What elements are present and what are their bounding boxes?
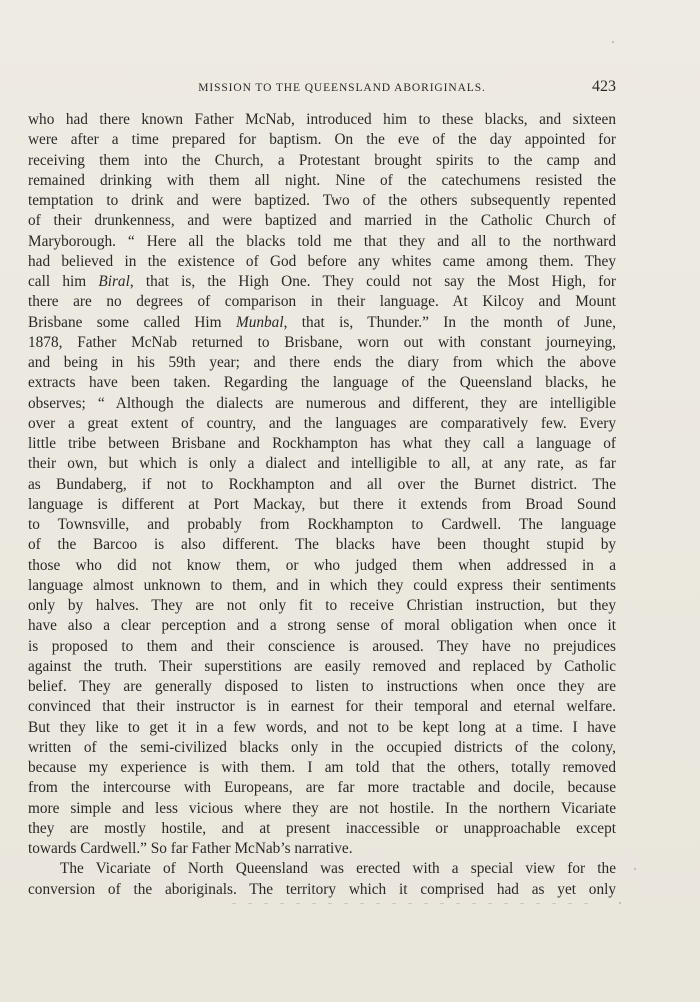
italic-term: Munbal [235,313,284,331]
text-line: from the intercourse with Europeans, are far more tractable and docile, because [28,779,616,797]
faded-rule [232,903,592,904]
text-line: they are mostly hostile, and at present inaccessible or unapproachable except [28,819,616,837]
text-line: were after a time prepared for baptism. On the eve of the day appointed for [28,131,616,149]
text-line: observes; “ Although the dialects are numerous and different, they are intelligible [28,394,616,412]
text-line: because my experience is with them. I am told that the others, totally removed [28,759,616,776]
text-line: But they like to get it in a few words, and not to be kept long at a time. I have [28,718,616,736]
text-line: belief. They are generally disposed to listen to instructions when once they are [28,678,616,695]
text-line: only by halves. They are not only fit to receive Christian instruction, but they [28,597,616,614]
text-line: more simple and less vicious where they are not hostile. In the northern Vicariate [28,799,616,817]
paragraph-first-line: The Vicariate of North Queensland was erected with a special view for the [60,860,616,878]
text-line: language is different at Port Mackay, but there it extends from Broad Sound [28,495,616,513]
text-line: towards Cardwell.” So far Father McNab’s narrative. [28,840,353,857]
text-line: remained drinking with them all night. Nine of the catechumens resisted the [28,171,616,189]
body-text [28,110,616,900]
text-line: call him Biral, that is, the High One. They could not say the Most High, for [28,273,616,290]
text-line: little tribe between Brisbane and Rockhampton has what they call a language of [28,435,616,452]
text-line: of their drunkenness, and were baptized and married in the Catholic Church of [28,212,616,230]
text-line: as Bundaberg, if not to Rockhampton and all over the Burnet district. The [28,475,616,493]
text-line: have also a clear perception and a strong sense of moral obligation when once it [28,617,616,635]
text-line: of the Barcoo is also different. The blacks have been thought stupid by [28,536,616,554]
text-line: against the truth. Their superstitions are easily removed and replaced by Catholic [28,657,616,675]
text-line: and being in his 59th year; and there ends the diary from which the above [28,354,616,371]
paper-speck [612,41,614,43]
text-line: those who did not know them, or who judged them when addressed in a [28,556,616,574]
text-line: written of the semi-civilized blacks only in the occupied districts of the colony, [28,738,616,756]
text-line: 1878, Father McNab returned to Brisbane, worn out with constant journeying, [28,333,616,351]
text-line: receiving them into the Church, a Protestant brought spirits to the camp and [28,151,616,169]
running-head [28,78,616,100]
text-line: to Townsville, and probably from Rockhampton to Cardwell. The language [28,516,616,533]
text-line: over a great extent of country, and the languages are comparatively few. Every [28,414,616,432]
text-line: who had there known Father McNab, introduced him to these blacks, and sixteen [28,111,616,128]
text-line: Brisbane some called Him Munbal, that is, Thunder.” In the month of June, [28,313,616,331]
italic-term: Biral [98,273,130,290]
text-line: conversion of the aboriginals. The territory which it comprised had as yet only [28,880,616,898]
text-line: there are no degrees of comparison in their language. At Kilcoy and Mount [28,293,616,311]
paper-speck [619,902,621,904]
text-line: convinced that their instructor is in earnest for their temporal and eternal welfare. [28,698,616,716]
text-line: extracts have been taken. Regarding the language of the Queensland blacks, he [28,374,616,392]
text-line: Maryborough. “ Here all the blacks told me that they and all to the northward [28,232,616,250]
text-line: had believed in the existence of God before any whites came among them. They [28,252,616,270]
text-line: temptation to drink and were baptized. Two of the others subsequently repented [28,192,616,209]
running-title: MISSION TO THE QUEENSLAND ABORIGINALS. [198,82,486,94]
text-line: their own, but which is only a dialect and intelligible to all, at any rate, as far [28,455,616,473]
page-number: 423 [592,78,616,95]
text-line: is proposed to them and their conscience is aroused. They have no prejudices [28,637,616,655]
paper-speck [634,868,636,870]
text-line: language almost unknown to them, and in which they could express their sentiments [28,576,616,594]
